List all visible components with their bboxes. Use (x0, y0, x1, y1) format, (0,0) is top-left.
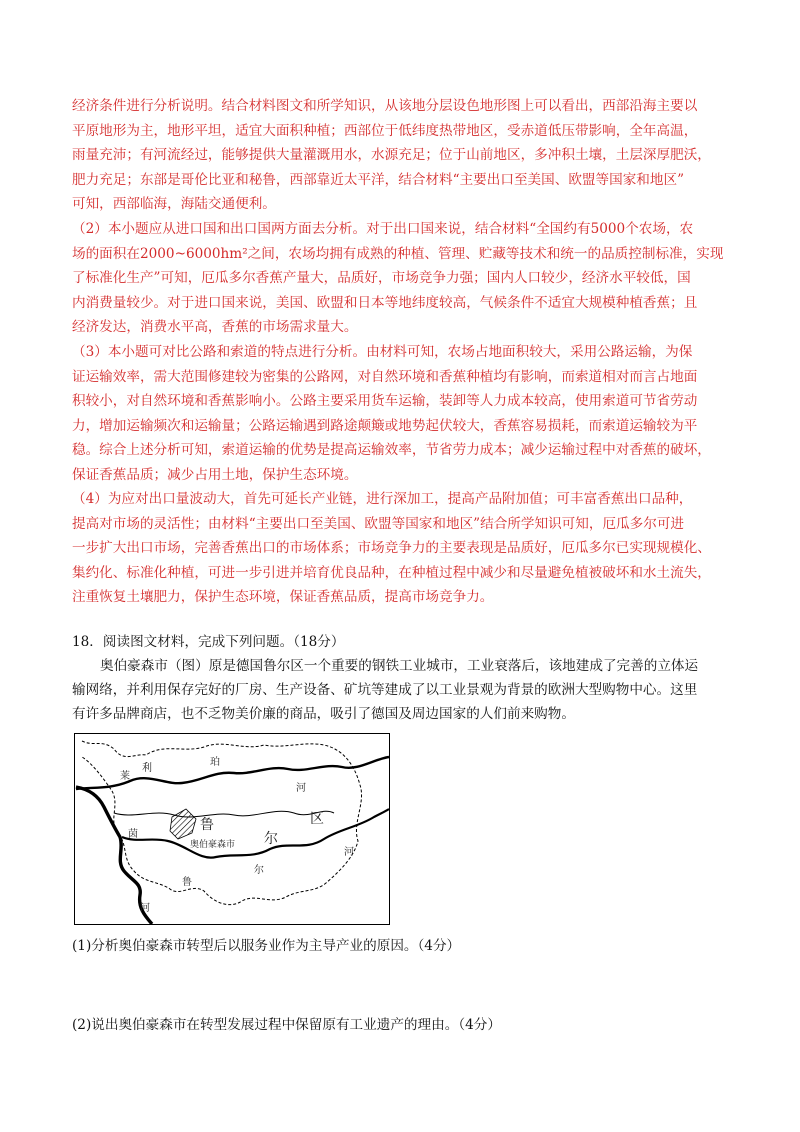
map-label: 河 (140, 903, 150, 914)
answer-line: 力，增加运输频次和运输量；公路运输遇到路途颠簸或地势起伏较大，香蕉容易损耗，而索道运输较为平 (72, 417, 698, 434)
answer-line: （4）为应对出口量波动大，首先可延长产业链，进行深加工，提高产品附加值；可丰富香蕉出口品种， (72, 491, 693, 507)
map-label: 河 (344, 847, 354, 858)
map-label: 区 (310, 811, 324, 827)
map-label: 鲁 (200, 817, 214, 833)
answer-line: （3）本小题可对比公路和索道的特点进行分析。由材料可知，农场占地面积较大，采用公路运输，为保 (72, 344, 693, 360)
sub-question-2 (72, 1013, 732, 1037)
answer-line: 稳。综合上述分析可知，索道运输的优势是提高运输效率，节省劳力成本；减少运输过程中对香蕉的破坏， (72, 442, 711, 459)
answer-line: 雨量充沛；有河流经过，能够提供大量灌溉用水，水源充足；位于山前地区，多冲积土壤，土层深厚肥沃， (72, 147, 711, 164)
answer-line: 经济条件进行分析说明。结合材料图文和所学知识，从该地分层设色地形图上可以看出，西部沿海主要以 (72, 98, 698, 114)
answer-part3 (72, 340, 732, 488)
answer-part4 (72, 487, 732, 610)
ruhr-region-map (74, 733, 390, 925)
answer-line: 经济发达，消费水平高，香蕉的市场需求量大。 (72, 319, 358, 336)
map-label: 奥伯豪森市 (190, 840, 236, 850)
map-label: 河 (296, 783, 306, 794)
question-title: 18．阅读图文材料，完成下列问题。（18分） (72, 634, 345, 650)
answer-line: 证运输效率，需大范围修建较为密集的公路网，对自然环境和香蕉种植均有影响，而索道相对而言占地面 (72, 368, 698, 385)
answer-line: 提高对市场的灵活性；由材料“主要出口至美国、欧盟等国家和地区”结合所学知识可知，厄瓜多尔可进 (72, 515, 685, 532)
map-label: 尔 (264, 831, 278, 847)
sub-question-1 (72, 934, 732, 958)
question-18 (72, 630, 732, 726)
sub-question-text: (1)分析奥伯豪森市转型后以服务业作为主导产业的原因。（4分） (72, 938, 461, 954)
material-line: 奥伯豪森市（图）原是德国鲁尔区一个重要的钢铁工业城市，工业衰落后，该地建成了完善的立体运 (100, 658, 699, 674)
map-frame (75, 734, 390, 925)
answer-line: 了标准化生产”可知，厄瓜多尔香蕉产量大，品质好，市场竞争力强；国内人口较少，经济水平较低，国 (72, 270, 691, 287)
answer-part1-tail (72, 94, 732, 217)
answer-line: 肥力充足；东部是哥伦比亚和秘鲁，西部靠近太平洋，结合材料“主要出口至美国、欧盟等国家和地区” (72, 171, 685, 188)
map-label: 鲁 (182, 877, 192, 888)
answer-part2 (72, 217, 732, 340)
answer-line: 一步扩大出口市场，完善香蕉出口的市场体系；市场竞争力的主要表现是品质好，厄瓜多尔已实现规模化、 (72, 540, 711, 557)
answer-line: 集约化、标准化种植，可进一步引进并培育优良品种，在种植过程中减少和尽量避免植被破坏和水土流失， (72, 564, 711, 581)
answer-line: 积较小，对自然环境和香蕉影响小。公路主要采用货车运输，装卸等人力成本较高，使用索道可节省劳动 (72, 393, 698, 410)
map-label: 莱 (120, 771, 130, 782)
answer-line: 保证香蕉品质；减少占用土地，保护生态环境。 (72, 466, 358, 483)
material-line: 输网络，并利用保存完好的厂房、生产设备、矿坑等建成了以工业景观为背景的欧洲大型购物中心。这里 (72, 682, 698, 698)
map-label: 利 (142, 763, 152, 774)
answer-line: 场的面积在2000~6000hm²之间，农场均拥有成熟的种植、管理、贮藏等技术和统一的品质控制标准，实现 (72, 245, 724, 262)
answer-line: 内消费量较少。对于进口国来说，美国、欧盟和日本等地纬度较高，气候条件不适宜大规模种植香蕉；且 (72, 294, 698, 311)
map-label: 珀 (210, 757, 220, 768)
material-line: 有许多品牌商店，也不乏物美价廉的商品，吸引了德国及周边国家的人们前来购物。 (72, 706, 575, 722)
answer-line: 可知，西部临海，海陆交通便利。 (72, 196, 276, 213)
map-label: 茵 (128, 829, 138, 840)
map-label: 尔 (254, 865, 264, 876)
sub-question-text: (2)说出奥伯豪森市在转型发展过程中保留原有工业遗产的理由。（4分） (72, 1017, 501, 1033)
answer-line: 注重恢复土壤肥力，保护生态环境，保证香蕉品质，提高市场竞争力。 (72, 589, 494, 606)
answer-line: （2）本小题应从进口国和出口国两方面去分析。对于出口国来说，结合材料“全国约有5000个农场，农 (72, 221, 694, 237)
answer-line: 平原地形为主，地形平坦，适宜大面积种植；西部位于低纬度热带地区，受赤道低压带影响，全年高温， (72, 122, 698, 139)
